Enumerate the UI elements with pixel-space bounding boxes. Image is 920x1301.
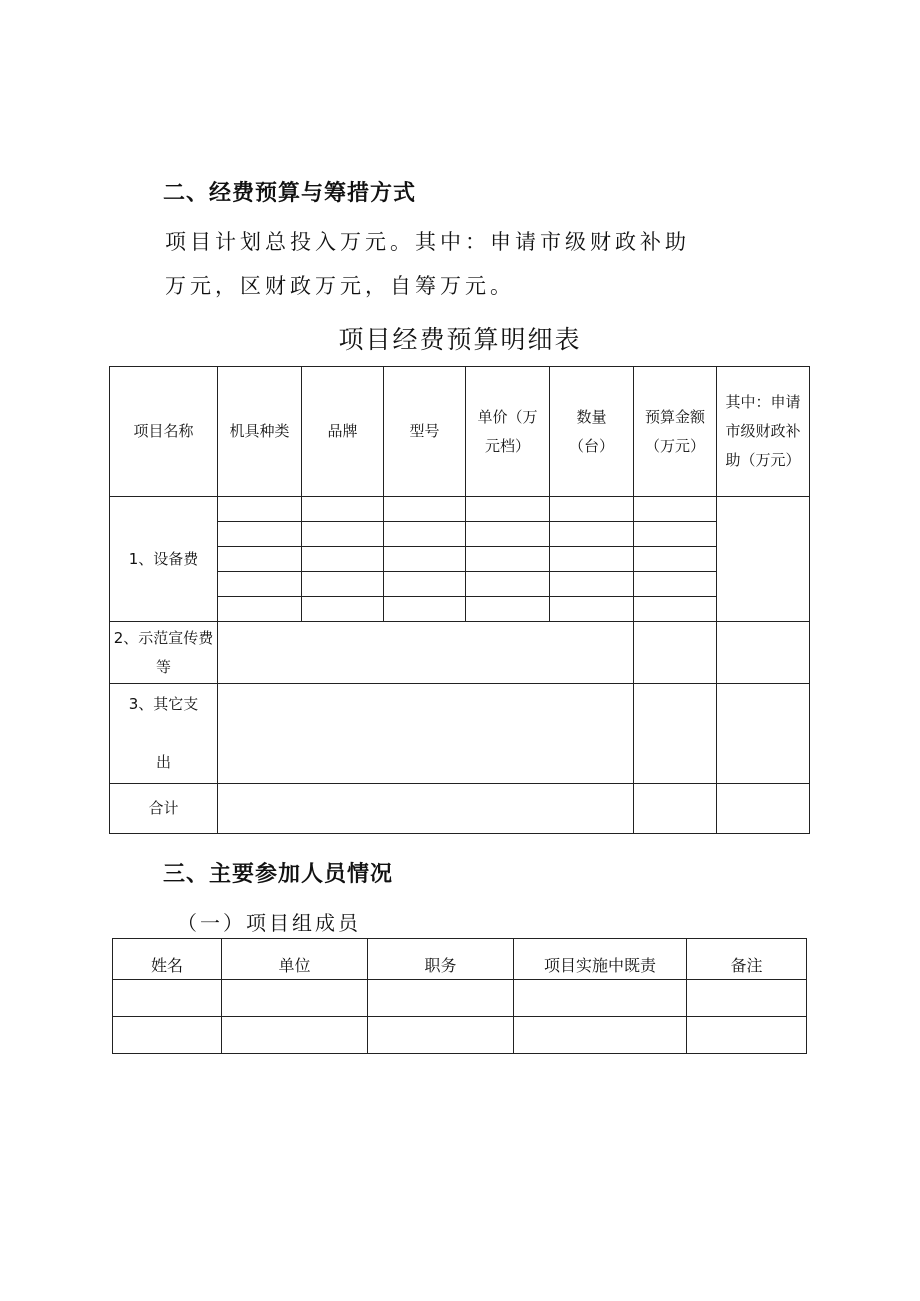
table-cell[interactable] xyxy=(302,597,384,622)
table-cell[interactable] xyxy=(550,522,634,547)
member-row xyxy=(113,1017,807,1054)
table-cell[interactable] xyxy=(384,597,466,622)
table-cell[interactable] xyxy=(113,980,222,1017)
table-cell[interactable] xyxy=(634,497,717,522)
total-budget-cell[interactable] xyxy=(634,784,717,834)
table-cell[interactable] xyxy=(634,522,717,547)
header-project-name: 项目名称 xyxy=(110,367,218,497)
table-cell[interactable] xyxy=(687,980,807,1017)
other-budget-cell[interactable] xyxy=(634,684,717,784)
table-cell[interactable] xyxy=(634,597,717,622)
budget-table-title: 项目经费预算明细表 xyxy=(338,325,582,354)
header-member-remark: 备注 xyxy=(687,939,807,980)
table-cell[interactable] xyxy=(222,980,368,1017)
table-cell[interactable] xyxy=(218,522,302,547)
table-cell[interactable] xyxy=(384,547,466,572)
table-cell[interactable] xyxy=(687,1017,807,1054)
table-cell[interactable] xyxy=(368,980,514,1017)
row-label-publicity: 2、示范宣传费 等 xyxy=(110,622,218,684)
table-cell[interactable] xyxy=(222,1017,368,1054)
table-cell[interactable] xyxy=(384,572,466,597)
table-cell[interactable] xyxy=(384,497,466,522)
project-members-subheading: （一）项目组成员 xyxy=(177,911,361,935)
total-detail-cell[interactable] xyxy=(218,784,634,834)
publicity-row xyxy=(110,622,810,684)
other-subsidy-cell[interactable] xyxy=(717,684,810,784)
table-cell[interactable] xyxy=(550,572,634,597)
table-cell[interactable] xyxy=(634,572,717,597)
table-cell[interactable] xyxy=(466,522,550,547)
table-cell[interactable] xyxy=(302,572,384,597)
equipment-subsidy-cell[interactable] xyxy=(717,497,810,622)
equipment-row xyxy=(110,497,810,522)
section-2-heading: 二、经费预算与筹措方式 xyxy=(163,181,417,206)
funding-paragraph-line-1: 项目计划总投入万元。其中：申请市级财政补助 xyxy=(165,230,690,254)
header-member-duty: 项目实施中既责 xyxy=(514,939,687,980)
header-member-unit: 单位 xyxy=(222,939,368,980)
total-row xyxy=(110,784,810,834)
member-row xyxy=(113,980,807,1017)
header-quantity: 数量 （台） xyxy=(550,367,634,497)
table-cell[interactable] xyxy=(302,497,384,522)
header-model: 型号 xyxy=(384,367,466,497)
publicity-subsidy-cell[interactable] xyxy=(717,622,810,684)
table-cell[interactable] xyxy=(634,547,717,572)
table-cell[interactable] xyxy=(466,597,550,622)
header-unit-price: 单价（万 元档） xyxy=(466,367,550,497)
header-brand: 品牌 xyxy=(302,367,384,497)
table-cell[interactable] xyxy=(466,547,550,572)
row-label-other: 3、其它支 出 xyxy=(110,684,218,784)
header-member-position: 职务 xyxy=(368,939,514,980)
header-machine-type: 机具种类 xyxy=(218,367,302,497)
other-expense-row xyxy=(110,684,810,784)
budget-detail-table xyxy=(109,366,810,834)
table-cell[interactable] xyxy=(466,497,550,522)
table-cell[interactable] xyxy=(368,1017,514,1054)
total-subsidy-cell[interactable] xyxy=(717,784,810,834)
publicity-budget-cell[interactable] xyxy=(634,622,717,684)
project-members-table xyxy=(112,938,807,1054)
table-cell[interactable] xyxy=(466,572,550,597)
table-cell[interactable] xyxy=(218,547,302,572)
header-subsidy: 其中：申请 市级财政补 助（万元） xyxy=(717,367,810,497)
section-3-heading: 三、主要参加人员情况 xyxy=(163,862,394,887)
table-cell[interactable] xyxy=(514,980,687,1017)
budget-header-row xyxy=(110,367,810,497)
row-label-total: 合计 xyxy=(110,784,218,834)
other-detail-cell[interactable] xyxy=(218,684,634,784)
table-cell[interactable] xyxy=(218,572,302,597)
table-cell[interactable] xyxy=(384,522,466,547)
table-cell[interactable] xyxy=(218,597,302,622)
table-cell[interactable] xyxy=(113,1017,222,1054)
table-cell[interactable] xyxy=(550,597,634,622)
table-cell[interactable] xyxy=(550,497,634,522)
members-header-row xyxy=(113,939,807,980)
table-cell[interactable] xyxy=(550,547,634,572)
table-cell[interactable] xyxy=(302,547,384,572)
publicity-detail-cell[interactable] xyxy=(218,622,634,684)
table-cell[interactable] xyxy=(302,522,384,547)
header-member-name: 姓名 xyxy=(113,939,222,980)
funding-paragraph-line-2: 万元，区财政万元，自筹万元。 xyxy=(165,274,515,298)
table-cell[interactable] xyxy=(218,497,302,522)
header-budget-amount: 预算金额 （万元） xyxy=(634,367,717,497)
table-cell[interactable] xyxy=(514,1017,687,1054)
row-label-equipment: 1、设备费 xyxy=(110,497,218,622)
